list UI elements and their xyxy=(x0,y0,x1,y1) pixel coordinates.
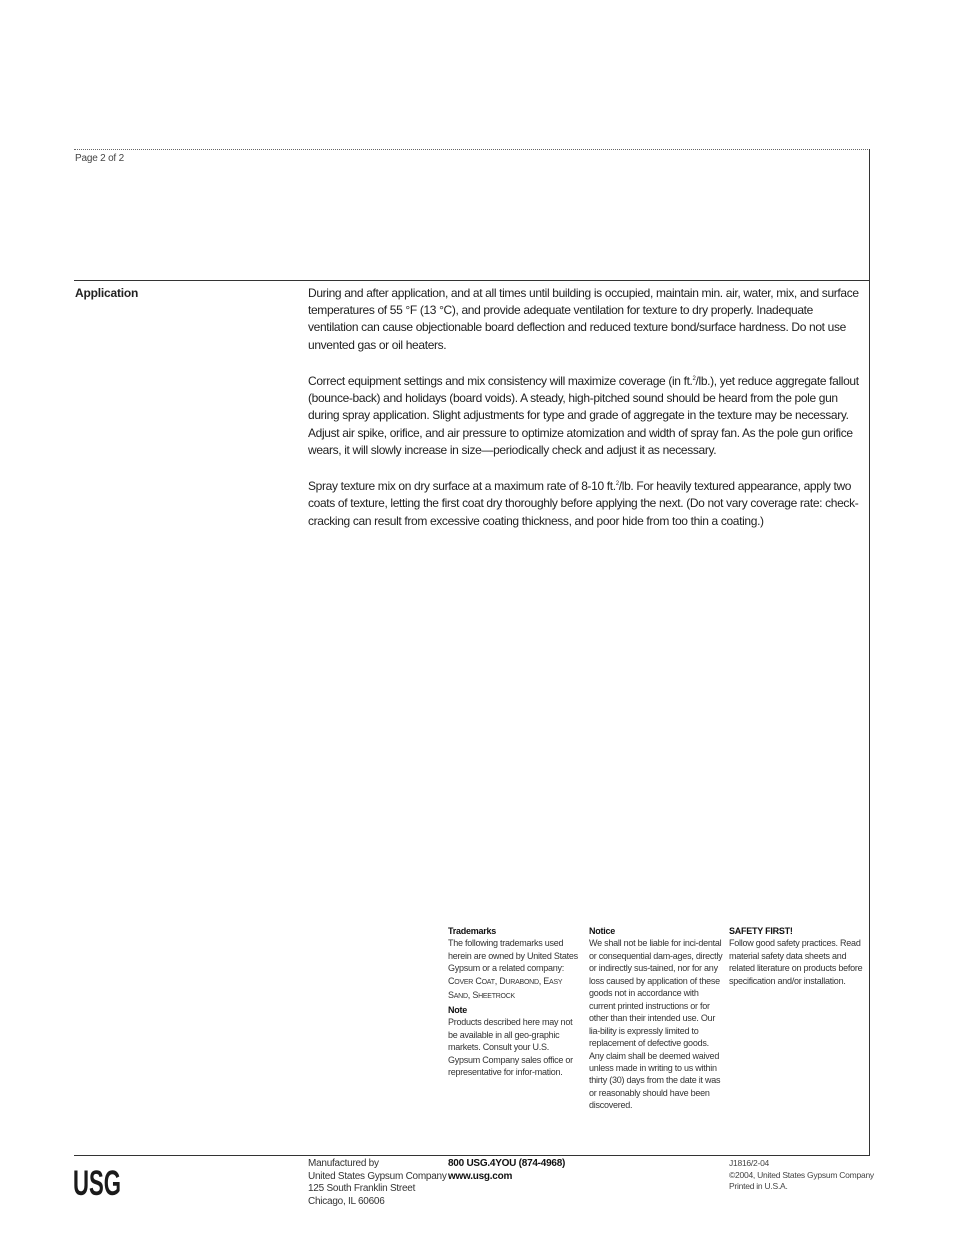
copyright: ©2004, United States Gypsum Company xyxy=(729,1169,874,1180)
contact-info xyxy=(448,1158,565,1183)
address-line: 125 South Franklin Street xyxy=(308,1183,416,1194)
section-divider xyxy=(74,280,870,281)
paragraph-ventilation: During and after application, and at all times until building is occupied, maintain min. air, water, mix, and surface temperatures of 55 °F (13 °C), and provide adequate ventilation for texture to dry properly. Inadequate ventilation can cause objectionable board deflection and reduced texture bond/surface hardness. Do not use unvented gas or oil heaters. xyxy=(308,286,859,352)
safety-title: SAFETY FIRST! xyxy=(729,926,793,936)
page-number: Page 2 of 2 xyxy=(75,153,124,164)
trademarks-title: Trademarks xyxy=(448,926,497,936)
address-line: United States Gypsum Company xyxy=(308,1170,447,1182)
notice-block xyxy=(589,925,723,1112)
section-body xyxy=(308,285,864,547)
doc-number: J1816/2-04 xyxy=(729,1158,770,1168)
note-title: Note xyxy=(448,1004,467,1015)
document-info xyxy=(729,1158,874,1193)
website-link[interactable]: www.usg.com xyxy=(448,1170,513,1182)
trademarks-text: The following trademarks used herein are owned by United States Gypsum or a related company: COVER COAT, DURABOND, EASY SAND, SHEETROCK xyxy=(448,938,578,1001)
phone-number: 800 USG.4YOU (874-4968) xyxy=(448,1158,566,1169)
printed-in: Printed in U.S.A. xyxy=(729,1181,788,1191)
trademarks-block xyxy=(448,925,578,1078)
usg-logo-text: USG xyxy=(73,1164,121,1203)
paragraph-coverage-rate: Spray texture mix on dry surface at a maximum rate of 8-10 ft.$^2$/lb. For heavily textured appearance, apply two coats of texture, letting the first coat dry thoroughly before applying the next. (Do not vary coverage rate: check-cracking can result from excessive coating thickness, and poor hide from too thin a coating.) xyxy=(308,479,859,528)
address-line: Manufactured by xyxy=(308,1158,379,1169)
footer-divider xyxy=(74,1155,870,1156)
right-margin-rule xyxy=(869,149,870,1155)
address-line: Chicago, IL 60606 xyxy=(308,1195,385,1207)
section-heading: Application xyxy=(75,286,139,300)
usg-logo xyxy=(73,1158,121,1203)
notice-text: We shall not be liable for inci-dental or consequential dam-ages, directly or indirectly sus-tained, nor for any loss caused by application of these goods not in accordance with current printed instructions or for other than their intended use. Our lia-bility is expressly limited to replacement of defective goods. Any claim shall be deemed waived unless made in writing to us within thirty (30) days from the date it was or reasonably should have been discovered. xyxy=(589,938,723,1111)
manufacturer-address xyxy=(308,1158,447,1208)
safety-block xyxy=(729,925,863,987)
safety-text: Follow good safety practices. Read material safety data sheets and related literature on products before specification and/or installation. xyxy=(729,938,863,986)
top-dotted-rule xyxy=(74,149,870,150)
paragraph-equipment-settings: Correct equipment settings and mix consistency will maximize coverage (in ft.$^2$/lb.), yet reduce aggregate fallout (bounce-back) and holidays (board voids). A steady, high-pitched sound should be heard from the pole gun during spray application. Slight adjustments for type and grade of aggregate in the texture may be necessary. Adjust air spike, orifice, and air pressure to optimize atomization and width of spray fan. As the pole gun orifice wears, it will slowly increase in size—periodically check and adjust it as necessary. xyxy=(308,374,859,457)
notice-title: Notice xyxy=(589,926,616,936)
note-text: Products described here may not be available in all geo-graphic markets. Consult your U.S. Gypsum Company sales office or representative for infor-mation. xyxy=(448,1017,573,1077)
